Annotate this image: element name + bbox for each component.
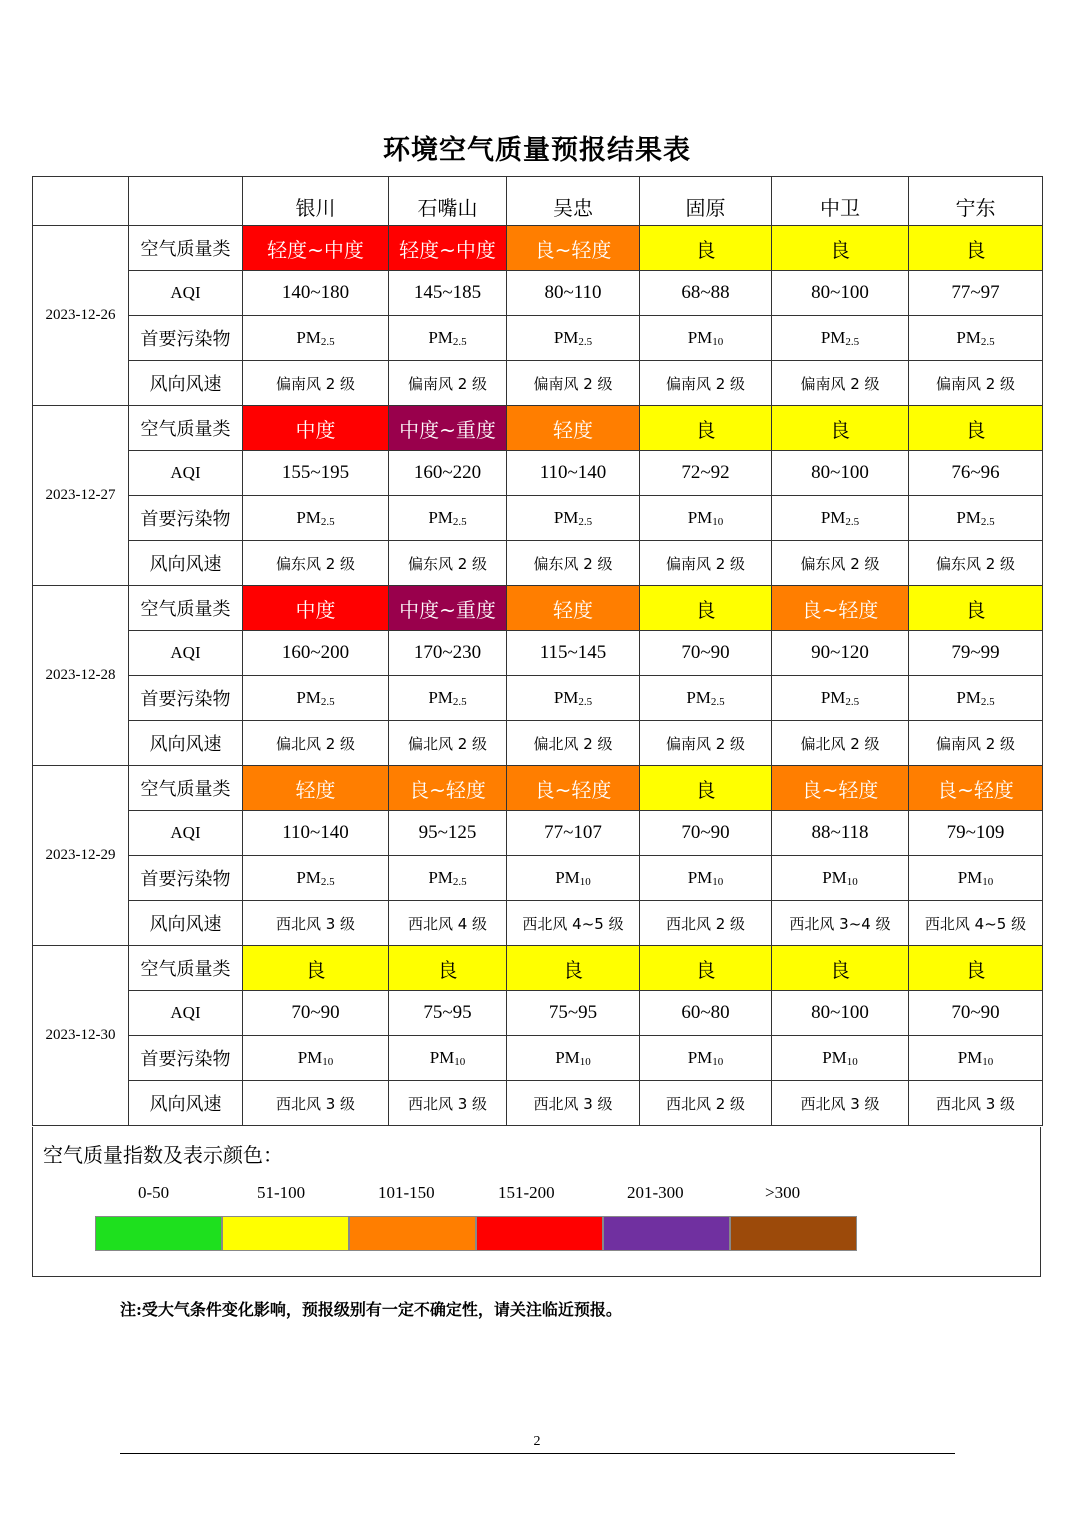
pollutant-cell <box>389 316 507 361</box>
aqi-cell: 68~88 <box>640 271 772 316</box>
pollutant-base: PM <box>687 868 713 887</box>
pollutant-base: PM <box>428 328 453 347</box>
level-cell: 中度 <box>243 586 389 631</box>
pollutant-sub: 2.5 <box>980 516 995 528</box>
aqi-cell: 95~125 <box>389 811 507 856</box>
pollutant-sub: 2.5 <box>452 516 467 528</box>
pollutant-base: PM <box>296 868 321 887</box>
pollutant-row <box>33 316 1043 361</box>
pollutant-sub: 2.5 <box>320 696 335 708</box>
pollutant-sub: 2.5 <box>980 696 995 708</box>
pollutant-base: PM <box>553 508 579 527</box>
city-header: 银川 <box>243 177 389 226</box>
aqi-cell: 90~120 <box>772 631 909 676</box>
wind-cell: 西北风 2 级 <box>640 901 772 946</box>
pollutant-cell <box>640 316 772 361</box>
aqi-cell: 155~195 <box>243 451 389 496</box>
level-cell: 良 <box>507 946 640 991</box>
pollutant-base: PM <box>553 328 579 347</box>
pollutant-base: PM <box>687 508 713 527</box>
aqi-cell: 79~109 <box>909 811 1043 856</box>
level-row <box>33 946 1043 991</box>
wind-cell: 偏南风 2 级 <box>909 361 1043 406</box>
level-cell: 轻度 <box>243 766 389 811</box>
aqi-row <box>33 631 1043 676</box>
aqi-cell: 110~140 <box>243 811 389 856</box>
aqi-cell: 115~145 <box>507 631 640 676</box>
pollutant-sub: 2.5 <box>710 696 725 708</box>
pollutant-sub: 10 <box>712 1056 724 1068</box>
wind-cell: 偏东风 2 级 <box>772 541 909 586</box>
aqi-cell: 110~140 <box>507 451 640 496</box>
level-cell: 中度~重度 <box>389 406 507 451</box>
header-row <box>33 177 1043 226</box>
aqi-cell: 70~90 <box>909 991 1043 1036</box>
row-label-pollutant: 首要污染物 <box>129 1036 243 1081</box>
row-label-pollutant: 首要污染物 <box>129 316 243 361</box>
aqi-cell: 160~220 <box>389 451 507 496</box>
pollutant-cell <box>772 496 909 541</box>
pollutant-base: PM <box>297 1048 323 1067</box>
wind-cell: 西北风 3 级 <box>772 1081 909 1126</box>
wind-row <box>33 721 1043 766</box>
level-cell: 良 <box>640 586 772 631</box>
pollutant-cell <box>909 856 1043 901</box>
aqi-row <box>33 991 1043 1036</box>
pollutant-cell <box>507 856 640 901</box>
pollutant-row <box>33 496 1043 541</box>
legend-color-swatch <box>349 1216 476 1251</box>
level-row <box>33 406 1043 451</box>
city-header: 宁东 <box>909 177 1043 226</box>
wind-cell: 西北风 3 级 <box>507 1081 640 1126</box>
aqi-cell: 76~96 <box>909 451 1043 496</box>
pollutant-sub: 2.5 <box>578 516 593 528</box>
level-cell: 良 <box>640 946 772 991</box>
level-cell: 良 <box>772 946 909 991</box>
date-cell: 2023-12-27 <box>33 406 129 586</box>
forecast-table <box>32 176 1043 1126</box>
level-row <box>33 226 1043 271</box>
legend-range-label: 101-150 <box>378 1183 435 1202</box>
row-label-wind: 风向风速 <box>129 721 243 766</box>
pollutant-base: PM <box>822 868 847 887</box>
aqi-row <box>33 451 1043 496</box>
wind-row <box>33 541 1043 586</box>
pollutant-cell <box>507 496 640 541</box>
pollutant-base: PM <box>956 688 981 707</box>
row-label-pollutant: 首要污染物 <box>129 676 243 721</box>
pollutant-sub: 2.5 <box>320 516 335 528</box>
page-number: 2 <box>533 1434 541 1449</box>
pollutant-cell <box>507 676 640 721</box>
pollutant-cell <box>909 676 1043 721</box>
pollutant-sub: 10 <box>579 876 591 888</box>
pollutant-sub: 2.5 <box>320 336 335 348</box>
aqi-cell: 140~180 <box>243 271 389 316</box>
date-cell: 2023-12-29 <box>33 766 129 946</box>
level-cell: 良 <box>640 766 772 811</box>
aqi-cell: 80~110 <box>507 271 640 316</box>
pollutant-sub: 10 <box>982 1056 994 1068</box>
aqi-cell: 70~90 <box>640 811 772 856</box>
aqi-cell: 72~92 <box>640 451 772 496</box>
level-row <box>33 766 1043 811</box>
date-cell: 2023-12-30 <box>33 946 129 1126</box>
row-label-level: 空气质量类 <box>129 226 243 271</box>
corner-cell-2 <box>129 177 243 226</box>
aqi-cell: 160~200 <box>243 631 389 676</box>
pollutant-cell <box>640 856 772 901</box>
level-cell: 良 <box>772 406 909 451</box>
row-label-wind: 风向风速 <box>129 901 243 946</box>
legend-range-label: 151-200 <box>498 1183 555 1202</box>
aqi-cell: 170~230 <box>389 631 507 676</box>
level-cell: 轻度 <box>507 406 640 451</box>
wind-cell: 西北风 3~4 级 <box>772 901 909 946</box>
pollutant-sub: 2.5 <box>578 696 593 708</box>
wind-cell: 偏北风 2 级 <box>243 721 389 766</box>
legend-color-swatch <box>603 1216 730 1251</box>
pollutant-cell <box>243 496 389 541</box>
row-label-level: 空气质量类 <box>129 586 243 631</box>
pollutant-cell <box>389 856 507 901</box>
pollutant-row <box>33 856 1043 901</box>
aqi-row <box>33 271 1043 316</box>
wind-row <box>33 361 1043 406</box>
pollutant-base: PM <box>687 1048 713 1067</box>
legend-color-bar <box>95 1216 857 1251</box>
level-cell: 良 <box>640 226 772 271</box>
pollutant-sub: 2.5 <box>578 336 593 348</box>
pollutant-cell <box>909 1036 1043 1081</box>
row-label-aqi: AQI <box>129 811 243 856</box>
level-cell: 良 <box>909 406 1043 451</box>
wind-cell: 西北风 3 级 <box>389 1081 507 1126</box>
level-cell: 轻度~中度 <box>243 226 389 271</box>
pollutant-sub: 2.5 <box>845 336 860 348</box>
level-cell: 中度 <box>243 406 389 451</box>
pollutant-base: PM <box>296 508 321 527</box>
wind-cell: 偏南风 2 级 <box>909 721 1043 766</box>
pollutant-base: PM <box>428 508 453 527</box>
pollutant-base: PM <box>296 688 321 707</box>
row-label-wind: 风向风速 <box>129 361 243 406</box>
wind-cell: 偏东风 2 级 <box>389 541 507 586</box>
aqi-row <box>33 811 1043 856</box>
level-cell: 轻度 <box>507 586 640 631</box>
pollutant-sub: 10 <box>982 876 994 888</box>
city-header: 固原 <box>640 177 772 226</box>
level-cell: 良 <box>909 946 1043 991</box>
level-cell: 中度~重度 <box>389 586 507 631</box>
pollutant-row <box>33 676 1043 721</box>
aqi-cell: 88~118 <box>772 811 909 856</box>
pollutant-cell <box>640 496 772 541</box>
pollutant-cell <box>640 676 772 721</box>
legend-color-swatch <box>730 1216 857 1251</box>
pollutant-base: PM <box>429 1048 455 1067</box>
row-label-wind: 风向风速 <box>129 1081 243 1126</box>
legend-color-swatch <box>476 1216 603 1251</box>
date-cell: 2023-12-26 <box>33 226 129 406</box>
pollutant-cell <box>772 316 909 361</box>
pollutant-sub: 10 <box>712 516 724 528</box>
wind-row <box>33 1081 1043 1126</box>
row-label-level: 空气质量类 <box>129 946 243 991</box>
pollutant-base: PM <box>957 868 983 887</box>
level-cell: 良 <box>640 406 772 451</box>
pollutant-cell <box>243 316 389 361</box>
legend-range-label: >300 <box>765 1183 801 1202</box>
level-cell: 良 <box>389 946 507 991</box>
legend-color-swatch <box>95 1216 222 1251</box>
aqi-cell: 60~80 <box>640 991 772 1036</box>
wind-cell: 偏南风 2 级 <box>507 361 640 406</box>
pollutant-base: PM <box>687 328 713 347</box>
pollutant-base: PM <box>428 868 453 887</box>
pollutant-cell <box>389 676 507 721</box>
pollutant-cell <box>772 676 909 721</box>
wind-cell: 偏南风 2 级 <box>772 361 909 406</box>
legend-color-swatch <box>222 1216 349 1251</box>
row-label-aqi: AQI <box>129 631 243 676</box>
pollutant-cell <box>243 1036 389 1081</box>
pollutant-cell <box>507 316 640 361</box>
row-label-wind: 风向风速 <box>129 541 243 586</box>
pollutant-sub: 10 <box>579 1056 591 1068</box>
pollutant-base: PM <box>956 508 981 527</box>
level-cell: 良~轻度 <box>772 766 909 811</box>
wind-cell: 西北风 3 级 <box>909 1081 1043 1126</box>
pollutant-cell <box>772 1036 909 1081</box>
level-cell: 良~轻度 <box>772 586 909 631</box>
wind-cell: 偏南风 2 级 <box>640 361 772 406</box>
aqi-cell: 70~90 <box>243 991 389 1036</box>
wind-cell: 偏东风 2 级 <box>507 541 640 586</box>
aqi-cell: 75~95 <box>507 991 640 1036</box>
pollutant-sub: 10 <box>454 1056 466 1068</box>
legend-range-label: 0-50 <box>138 1183 170 1202</box>
pollutant-sub: 10 <box>846 876 858 888</box>
aqi-legend <box>32 1127 1041 1277</box>
pollutant-sub: 10 <box>712 336 724 348</box>
pollutant-base: PM <box>686 688 711 707</box>
level-row <box>33 586 1043 631</box>
level-cell: 良 <box>909 226 1043 271</box>
wind-cell: 偏北风 2 级 <box>772 721 909 766</box>
corner-cell <box>33 177 129 226</box>
pollutant-cell <box>909 496 1043 541</box>
pollutant-base: PM <box>820 508 846 527</box>
pollutant-base: PM <box>553 688 579 707</box>
level-cell: 良~轻度 <box>909 766 1043 811</box>
aqi-cell: 79~99 <box>909 631 1043 676</box>
pollutant-base: PM <box>820 328 846 347</box>
pollutant-base: PM <box>555 868 580 887</box>
aqi-cell: 80~100 <box>772 451 909 496</box>
pollutant-base: PM <box>820 688 846 707</box>
pollutant-sub: 2.5 <box>452 336 467 348</box>
pollutant-base: PM <box>957 1048 983 1067</box>
wind-cell: 偏南风 2 级 <box>243 361 389 406</box>
wind-row <box>33 901 1043 946</box>
city-header: 石嘴山 <box>389 177 507 226</box>
wind-cell: 西北风 4~5 级 <box>909 901 1043 946</box>
level-cell: 良 <box>772 226 909 271</box>
pollutant-base: PM <box>428 688 453 707</box>
city-header: 中卫 <box>772 177 909 226</box>
level-cell: 良~轻度 <box>507 226 640 271</box>
wind-cell: 偏南风 2 级 <box>640 721 772 766</box>
legend-range-label: 51-100 <box>257 1183 306 1202</box>
pollutant-cell <box>389 496 507 541</box>
level-cell: 轻度~中度 <box>389 226 507 271</box>
aqi-cell: 70~90 <box>640 631 772 676</box>
legend-title: 空气质量指数及表示颜色： <box>43 1143 283 1167</box>
pollutant-base: PM <box>555 1048 580 1067</box>
aqi-cell: 77~97 <box>909 271 1043 316</box>
pollutant-sub: 2.5 <box>980 336 995 348</box>
aqi-cell: 75~95 <box>389 991 507 1036</box>
wind-cell: 西北风 3 级 <box>243 901 389 946</box>
row-label-pollutant: 首要污染物 <box>129 856 243 901</box>
date-cell: 2023-12-28 <box>33 586 129 766</box>
wind-cell: 偏东风 2 级 <box>909 541 1043 586</box>
footer-line <box>120 1453 955 1454</box>
pollutant-cell <box>772 856 909 901</box>
legend-range-label: 201-300 <box>627 1183 684 1202</box>
pollutant-base: PM <box>296 328 321 347</box>
pollutant-sub: 10 <box>846 1056 858 1068</box>
wind-cell: 偏北风 2 级 <box>389 721 507 766</box>
pollutant-cell <box>507 1036 640 1081</box>
row-label-aqi: AQI <box>129 991 243 1036</box>
row-label-aqi: AQI <box>129 271 243 316</box>
pollutant-cell <box>909 316 1043 361</box>
pollutant-sub: 10 <box>322 1056 334 1068</box>
pollutant-sub: 2.5 <box>845 696 860 708</box>
aqi-cell: 145~185 <box>389 271 507 316</box>
level-cell: 良 <box>243 946 389 991</box>
aqi-cell: 80~100 <box>772 991 909 1036</box>
wind-cell: 西北风 4~5 级 <box>507 901 640 946</box>
wind-cell: 西北风 4 级 <box>389 901 507 946</box>
pollutant-sub: 2.5 <box>320 876 335 888</box>
wind-cell: 偏南风 2 级 <box>389 361 507 406</box>
forecast-note: 注:受大气条件变化影响，预报级别有一定不确定性，请关注临近预报。 <box>120 1300 622 1319</box>
level-cell: 良~轻度 <box>389 766 507 811</box>
pollutant-sub: 2.5 <box>845 516 860 528</box>
aqi-cell: 80~100 <box>772 271 909 316</box>
pollutant-cell <box>389 1036 507 1081</box>
pollutant-sub: 2.5 <box>452 696 467 708</box>
page-title: 环境空气质量预报结果表 <box>383 135 691 166</box>
aqi-cell: 77~107 <box>507 811 640 856</box>
row-label-level: 空气质量类 <box>129 406 243 451</box>
level-cell: 良~轻度 <box>507 766 640 811</box>
row-label-pollutant: 首要污染物 <box>129 496 243 541</box>
row-label-level: 空气质量类 <box>129 766 243 811</box>
level-cell: 良 <box>909 586 1043 631</box>
pollutant-base: PM <box>822 1048 847 1067</box>
row-label-aqi: AQI <box>129 451 243 496</box>
wind-cell: 偏北风 2 级 <box>507 721 640 766</box>
wind-cell: 西北风 3 级 <box>243 1081 389 1126</box>
pollutant-cell <box>640 1036 772 1081</box>
pollutant-sub: 10 <box>712 876 724 888</box>
pollutant-base: PM <box>956 328 981 347</box>
pollutant-row <box>33 1036 1043 1081</box>
wind-cell: 偏东风 2 级 <box>243 541 389 586</box>
pollutant-cell <box>243 676 389 721</box>
pollutant-cell <box>243 856 389 901</box>
wind-cell: 西北风 2 级 <box>640 1081 772 1126</box>
city-header: 吴忠 <box>507 177 640 226</box>
wind-cell: 偏南风 2 级 <box>640 541 772 586</box>
pollutant-sub: 2.5 <box>452 876 467 888</box>
